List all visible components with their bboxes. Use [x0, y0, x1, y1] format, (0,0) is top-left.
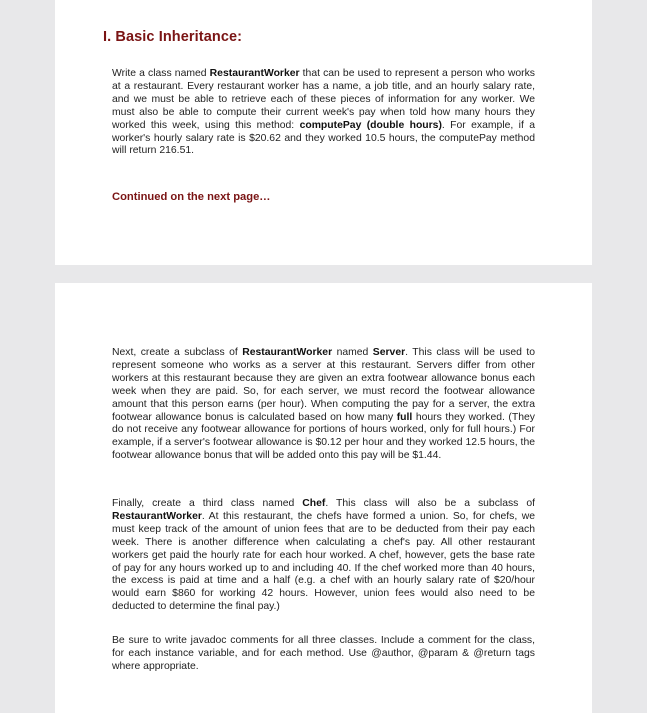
class-name-restaurantworker: RestaurantWorker [112, 510, 202, 522]
class-name-restaurantworker: RestaurantWorker [242, 347, 333, 358]
text-run: hours they worked. (They do not receive any footwear allowance for portions of hours worked, only for full hours.) For example, if a server's footwear allowance is $0.12 per hour and they worked 12.5 hours, the footwear allowance bonus that will be added onto this pay will be $1.44. [112, 411, 535, 462]
method-signature: computePay (double hours) [299, 119, 442, 131]
document-page-1 [55, 0, 592, 265]
class-name-restaurantworker: RestaurantWorker [209, 68, 300, 79]
emphasis-full: full [396, 411, 413, 423]
text-run: that can be used to represent a person who works at a restaurant. Every restaurant worker has a name, a job title, and an hourly salary rate, and we must be able to retrieve each of these pieces of information for any worker. We must also be able to compute their current week's pay when told how many hours they worked this week, using this method: [112, 68, 535, 131]
javadoc-paragraph [112, 635, 535, 674]
chef-paragraph [112, 498, 535, 614]
text-run: . This class will also be a subclass of [325, 498, 536, 509]
text-run: Be sure to write javadoc comments for all three classes. Include a comment for the class, for each instance variable, and for each method. Use @author, @param & @return tags where appropriate. [112, 635, 535, 672]
text-run: Finally, create a third class named [112, 498, 303, 509]
text-run: named [332, 347, 373, 358]
text-run: . For example, if a worker's hourly salary rate is $20.62 and they worked 10.5 hours, the computePay method will return 216.51. [112, 119, 535, 157]
text-run: . This class will be used to represent someone who works as a server at this restaurant. Servers differ from other workers at this restaurant because they are given an extra footwear allowance bonus each week when they are paid. So, for each server, we must record the footwear allowance amount that this person earns (per hour). When computing the pay for a server, the extra footwear allowance bonus is calculated based on how many [112, 347, 536, 423]
class-name-chef: Chef [302, 498, 326, 509]
text-run: . At this restaurant, the chefs have formed a union. So, for chefs, we must keep track of the amount of union fees that are to be deducted from their pay each week. There is another difference when calculating a chef's pay. All other restaurant workers get paid the hourly rate for each hour worked. A chef, however, gets the base rate of pay for any hours worked up to and including 40. If the chef worked more than 40 hours, the excess is paid at time and a half (e.g. a chef with an hourly salary rate of $20/hour would earn $860 for working 42 hours. However, union fees would also need to be deducted to determine the final pay.) [112, 510, 535, 613]
text-run: Write a class named [112, 68, 210, 79]
intro-paragraph [112, 68, 535, 158]
section-heading: I. Basic Inheritance: [103, 29, 243, 45]
continued-notice: Continued on the next page… [112, 191, 271, 203]
server-paragraph [112, 347, 535, 463]
document-page-2 [55, 283, 592, 713]
class-name-server: Server [372, 347, 406, 358]
text-run: Next, create a subclass of [112, 347, 243, 358]
